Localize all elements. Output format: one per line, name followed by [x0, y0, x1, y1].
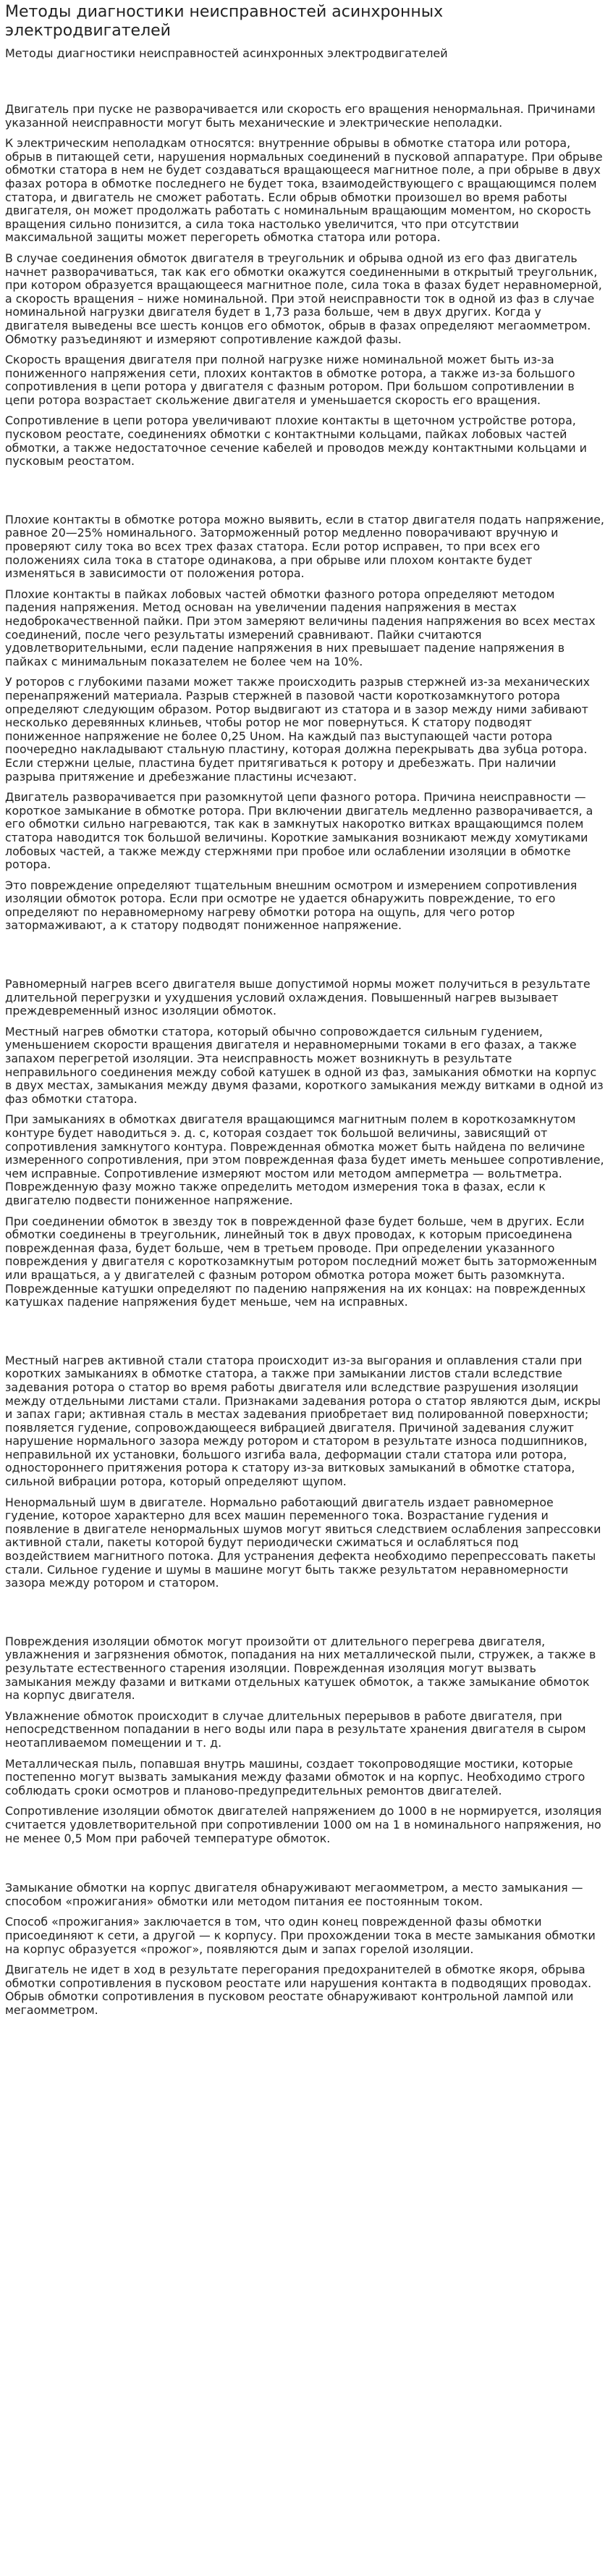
- paragraph: Способ «прожигания» заключается в том, что один конец поврежденной фазы обмотки присоединяют к сети, а другой — к корпусу. При прохождении тока в месте замыкания обмотки на корпус образуется «прожог», появляются дым и запах горелой изоляции.: [5, 1915, 596, 1956]
- paragraph: Плохие контакты в пайках лобовых частей обмотки фазного ротора определяют методом падения напряжения. Метод основан на увеличении падения напряжения в местах недоброкачественной пайки. При этом замеряют величины падения напряжения во всех местах соединений, после чего результаты измерений сравнивают. Пайки считаются удовлетворительными, если падение напряжения в них превышает падение напряжения в пайках с минимальным показателем не более чем на 10%.: [5, 587, 596, 668]
- page-subtitle: Методы диагностики неисправностей асинхронных электродвигателей: [5, 46, 448, 60]
- paragraph: Ненормальный шум в двигателе. Нормально работающий двигатель издает равномерное гудение, которое характерно для всех машин переменного тока. Возрастание гудения и появление в двигателе ненормальных шумов могут явиться следствием ослабления запрессовки активной стали, пакеты которой будут периодически сжиматься и ослабляться под воздействием магнитного потока. Для устранения дефекта необходимо перепрессовать пакеты стали. Сильное гудение и шумы в машине могут быть также результатом неравномерности зазора между ротором и статором.: [5, 1495, 601, 1590]
- paragraph: Это повреждение определяют тщательным внешним осмотром и измерением сопротивления изоляции обмоток ротора. Если при осмотре не удается обнаружить повреждение, то его определяют по неравномерному нагреву обмотки ротора на ощупь, для чего ротор затормаживают, а к статору подводят пониженное напряжение.: [5, 878, 578, 933]
- paragraph: При замыканиях в обмотках двигателя вращающимся магнитным полем в короткозамкнутом контуре будет наводиться э. д. с, которая создает ток большой величины, зависящий от сопротивления замкнутого контура. Поврежденная обмотка может быть найдена по величине измеренного сопротивления, при этом поврежденная фаза будет иметь меньшее сопротивление, чем исправные. Сопротивление измеряют мостом или методом амперметра — вольтметра. Поврежденную фазу можно также определить методом измерения тока в фазах, если к двигателю подвести пониженное напряжение.: [5, 1112, 604, 1207]
- paragraph: При соединении обмоток в звезду ток в поврежденной фазе будет больше, чем в других. Если обмотки соединены в треугольник, линейный ток в двух проводах, к которым присоединена поврежденная фаза, будет больше, чем в третьем проводе. При определении указанного повреждения у двигателя с короткозамкнутым ротором последний может быть заторможенным или вращаться, а у двигателей с фазным ротором обмотка ротора может быть разомкнута. Поврежденные катушки определяют по падению напряжения на их концах: на поврежденных катушках падение напряжения будет меньше, чем на исправных.: [5, 1214, 597, 1309]
- paragraph: Сопротивление в цепи ротора увеличивают плохие контакты в щеточном устройстве ротора, пусковом реостате, соединениях обмотки с контактными кольцами, пайках лобовых частей обмотки, а также недостаточное сечение кабелей и проводов между контактными кольцами и пусковым реостатом.: [5, 414, 587, 469]
- paragraph: Двигатель при пуске не разворачивается или скорость его вращения ненормальная. Причинами указанной неисправности могут быть механические и электрические неполадки.: [5, 102, 596, 130]
- paragraph: Металлическая пыль, попавшая внутрь машины, создает токопроводящие мостики, которые постепенно могут вызвать замыкания между фазами обмоток и на корпус. Необходимо строго соблюдать сроки осмотров и планово-предупредительных ремонтов двигателей.: [5, 1756, 585, 1797]
- paragraph: Замыкание обмотки на корпус двигателя обнаруживают мегаомметром, а место замыкания — способом «прожигания» обмотки или методом питания ее постоянным током.: [5, 1881, 583, 1908]
- paragraph: Равномерный нагрев всего двигателя выше допустимой нормы может получиться в результате длительной перегрузки и ухудшения условий охлаждения. Повышенный нагрев вызывает преждевременный износ изоляции обмоток.: [5, 977, 591, 1018]
- paragraph: В случае соединения обмоток двигателя в треугольник и обрыва одной из его фаз двигатель начнет разворачиваться, так как его обмотки окажутся соединенными в открытый треугольник, при котором образуется вращающееся магнитное поле, сила тока в фазах будет неравномерной, а скорость вращения – ниже номинальной. При этой неисправности ток в одной из фаз в случае номинальной нагрузки двигателя будет в 1,73 раза больше, чем в двух других. Когда у двигателя выведены все шесть концов его обмоток, обрыв в фазах определяют мегаомметром. Обмотку разъединяют и измеряют сопротивление каждой фазы.: [5, 251, 602, 346]
- paragraph: У роторов с глубокими пазами может также происходить разрыв стержней из-за механических перенапряжений материала. Разрыв стержней в пазовой части короткозамкнутого ротора определяют следующим образом. Ротор выдвигают из статора и в зазор между ними забивают несколько деревянных клиньев, чтобы ротор не мог повернуться. К статору подводят пониженное напряжение не более 0,25 Uном. На каждый паз выступающей части ротора поочередно накладывают стальную пластину, которая должна перекрывать два зубца ротора. Если стержни целые, пластина будет притягиваться к ротору и дребезжать. При наличии разрыва притяжение и дребезжание пластины исчезают.: [5, 675, 591, 784]
- section-spacer: [5, 940, 606, 978]
- paragraph: Повреждения изоляции обмоток могут произойти от длительного перегрева двигателя, увлажнения и загрязнения обмоток, попадания на них металлической пыли, стружек, а также в результате естественного старения изоляции. Поврежденная изоляция могут вызвать замыкания между фазами и витками отдельных катушек обмоток, а также замыкание обмоток на корпус двигателя.: [5, 1634, 596, 1703]
- paragraph: Сопротивление изоляции обмоток двигателей напряжением до 1000 в не нормируется, изоляция считается удовлетворительной при сопротивлении 1000 ом на 1 в номинального напряжения, но не менее 0,5 Мом при рабочей температуре обмоток.: [5, 1804, 602, 1845]
- paragraph: Двигатель разворачивается при разомкнутой цепи фазного ротора. Причина неисправности — короткое замыкание в обмотке ротора. При включении двигатель медленно разворачивается, а его обмотки сильно нагреваются, так как в замкнутых накоротко витках вращающимся полем статора наводится ток большой величины. Короткие замыкания возникают между хомутиками лобовых частей, а также между стержнями при пробое или ослаблении изоляции в обмотке ротора.: [5, 790, 593, 872]
- section-spacer: [5, 1317, 606, 1354]
- paragraph: Двигатель не идет в ход в результате перегорания предохранителей в обмотке якоря, обрыва обмотки сопротивления в пусковом реостате или нарушения контакта в подводящих проводах. Обрыв обмотки сопротивления в пусковом реостате обнаруживают контрольной лампой или мегаомметром.: [5, 1963, 592, 2017]
- section-spacer: [5, 1598, 606, 1635]
- paragraph: Плохие контакты в обмотке ротора можно выявить, если в статор двигателя подать напряжение, равное 20—25% номинального. Заторможенный ротор медленно поворачивают вручную и проверяют силу тока во всех трех фазах статора. Если ротор исправен, то при всех его положениях сила тока в статоре одинакова, а при обрыве или плохом контакте будет изменяться в зависимости от положения ротора.: [5, 512, 604, 581]
- paragraph: Увлажнение обмоток происходит в случае длительных перерывов в работе двигателя, при непосредственном попадании в него воды или пара в результате хранения двигателя в сыром неотапливаемом помещении и т. д.: [5, 1708, 586, 1750]
- page-title: Методы диагностики неисправностей асинхронных электродвигателей: [5, 3, 444, 40]
- paragraph: Местный нагрев активной стали статора происходит из-за выгорания и оплавления стали при коротких замыканиях в обмотке статора, а также при замыкании листов стали вследствие задевания ротора о статор во время работы двигателя или вследствие разрушения изоляции между отдельными листами стали. Признаками задевания ротора о статор являются дым, искры и запах гари; активная сталь в местах задевания приобретает вид полированной поверхности; появляется гудение, сопровождающееся вибрацией двигателя. Причиной задевания служит нарушение нормального зазора между ротором и статором в результате износа подшипников, неправильной их установки, большого изгиба вала, деформации стали статора или ротора, одностороннего притяжения ротора к статору из-за витковых замыканий в обмотке статора, сильной вибрации ротора, который определяют щупом.: [5, 1353, 601, 1489]
- paragraph: К электрическим неполадкам относятся: внутренние обрывы в обмотке статора или ротора, обрыв в питающей сети, нарушения нормальных соединений в пусковой аппаратуре. При обрыве обмотки статора в нем не будет создаваться вращающееся магнитное поле, а при обрыве в двух фазах ротора в обмотке последнего не будет тока, взаимодействующего с вращающимся полем статора, и двигатель не сможет работать. Если обрыв обмотки произошел во время работы двигателя, он может продолжать работать с номинальным вращающим моментом, но скорость вращения сильно понизится, а сила тока настолько увеличится, что при отсутствии максимальной защиты может перегореть обмотка статора или ротора.: [5, 136, 603, 245]
- paragraph: Местный нагрев обмотки статора, который обычно сопровождается сильным гудением, уменьшением скорости вращения двигателя и неравномерными токами в его фазах, а также запахом перегретой изоляции. Эта неисправность может возникнуть в результате неправильного соединения между собой катушек в одной из фаз, замыкания обмотки на корпус в двух местах, замыкания между двумя фазами, короткого замыкания между витками в одной из фаз обмотки статора.: [5, 1024, 604, 1106]
- section-spacer: [5, 1853, 606, 1881]
- paragraph: Скорость вращения двигателя при полной нагрузке ниже номинальной может быть из-за пониженного напряжения сети, плохих контактов в обмотке ротора, а также из-за большого сопротивления в цепи ротора у двигателя с фазным ротором. При большом сопротивлении в цепи ротора возрастает скольжение двигателя и уменьшается скорость его вращения.: [5, 353, 575, 407]
- section-spacer: [5, 476, 606, 513]
